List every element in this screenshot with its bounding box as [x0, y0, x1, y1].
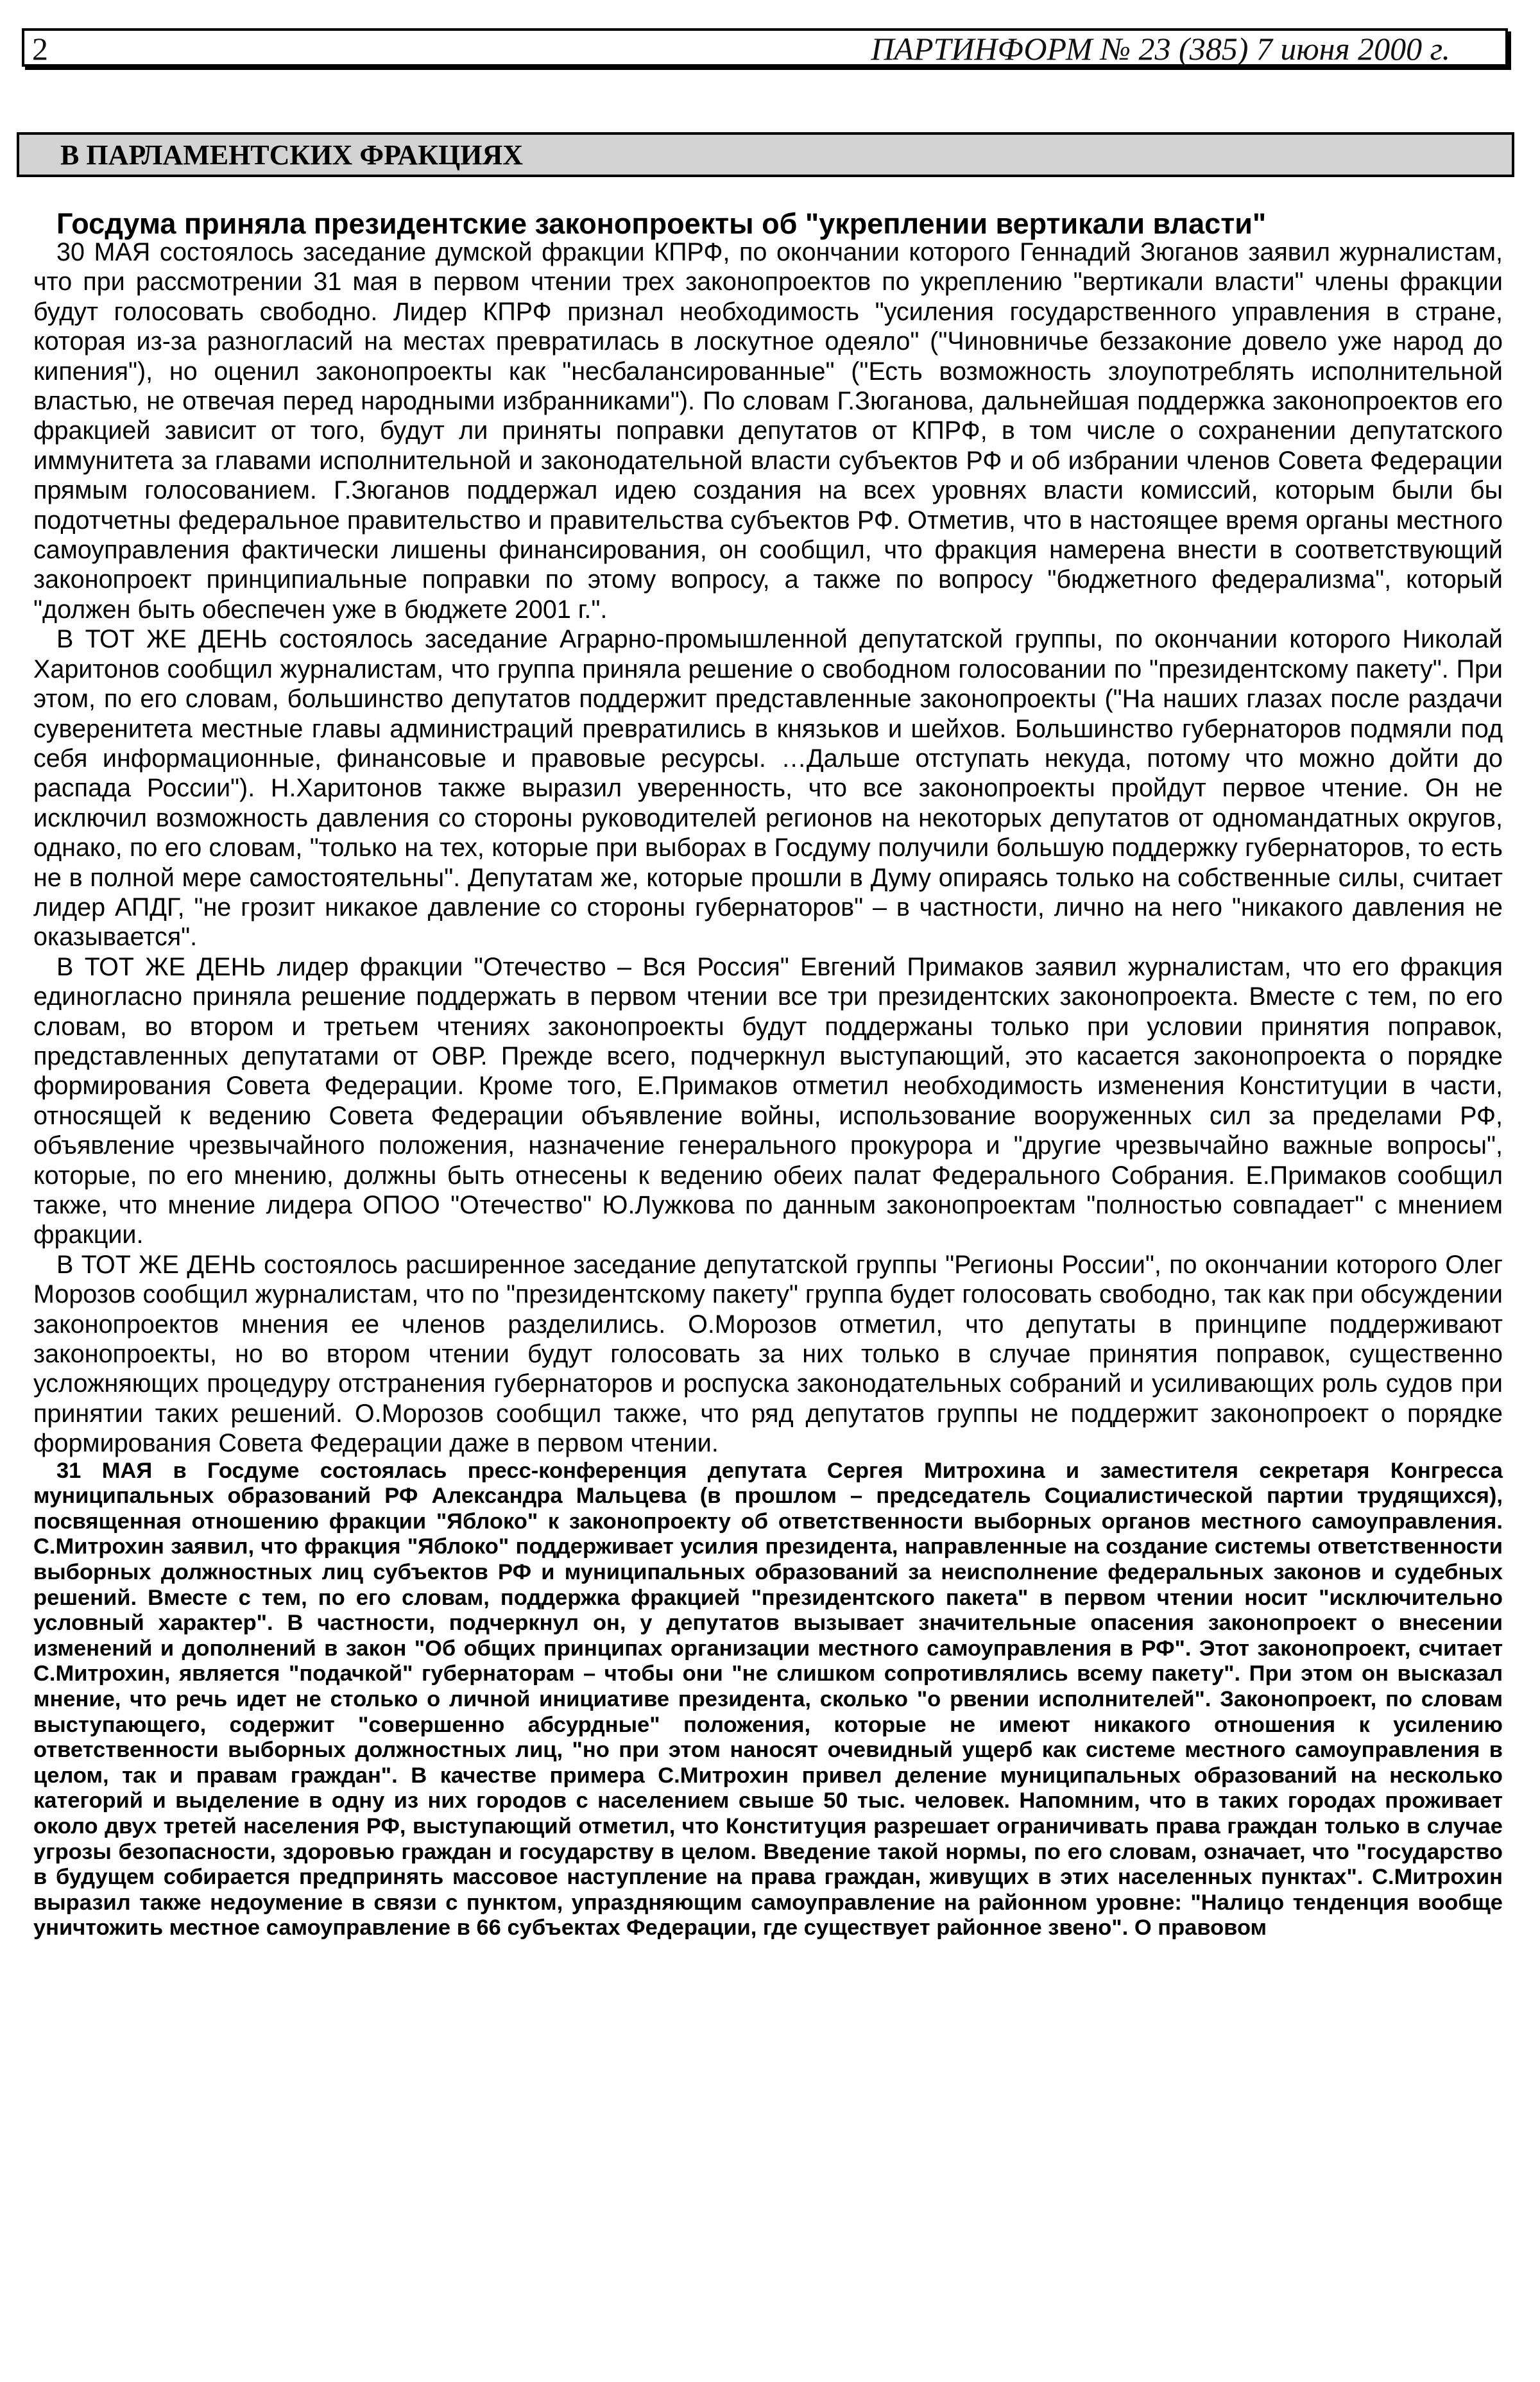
article-headline: Госдума приняла президентские законопроекты об "укреплении вертикали власти" [56, 207, 1267, 240]
paragraph-apdg: В ТОТ ЖЕ ДЕНЬ состоялось заседание Аграрно-промышленной депутатской группы, по окончании которого Николай Харитонов сообщил журналистам, что группа приняла решение о свободном голосовании по "президентскому пакету". При этом, по его словам, большинство депутатов поддержит представленные законопроекты ("На наших глазах после раздачи суверенитета местные главы администраций превратились в князьков и шейхов. Большинство губернаторов подмяли под себя информационные, финансовые и правовые ресурсы. …Дальше отступать некуда, потому что можно дойти до распада России"). Н.Харитонов также выразил уверенность, что все законопроекты пройдут первое чтение. Он не исключил возможность давления со стороны руководителей регионов на некоторых депутатов от одномандатных округов, однако, по его словам, "только на тех, которые при выборах в Госдуму получили большую поддержку губернаторов, то есть не в полной мере самостоятельны". Депутатам же, которые прошли в Думу опираясь только на собственные силы, считает лидер АПДГ, "не грозит никакое давление со стороны губернаторов" – в частности, лично на него "никакого давления не оказывается". [33, 625, 1503, 952]
page-number: 2 [32, 31, 48, 67]
article-body [33, 237, 1503, 1941]
paragraph-regions: В ТОТ ЖЕ ДЕНЬ состоялось расширенное заседание депутатской группы "Регионы России", по окончании которого Олег Морозов сообщил журналистам, что по "президентскому пакету" группа будет голосовать свободно, так как при обсуждении законопроектов мнения ее членов разделились. О.Морозов отметил, что депутаты в принципе поддерживают законопроекты, но во втором чтении будут голосовать за них только в случае принятия поправок, существенно усложняющих процедуру отстранения губернаторов и роспуска законодательных собраний и усиливающих роль судов при принятии таких решений. О.Морозов сообщил также, что ряд депутатов группы не поддержит законопроект о порядке формирования Совета Федерации даже в первом чтении. [33, 1250, 1503, 1458]
publication-title: ПАРТИНФОРМ № 23 (385) 7 июня 2000 г. [871, 31, 1450, 67]
paragraph-ovr: В ТОТ ЖЕ ДЕНЬ лидер фракции "Отечество – Вся Россия" Евгений Примаков заявил журналистам, что его фракция единогласно приняла решение поддержать в первом чтении все три президентских законопроекта. Вместе с тем, по его словам, во втором и третьем чтениях законопроекты будут поддержаны только при условии принятия поправок, представленных депутатами от ОВР. Прежде всего, подчеркнул выступающий, это касается законопроекта о порядке формирования Совета Федерации. Кроме того, Е.Примаков отметил необходимость изменения Конституции в части, относящей к ведению Совета Федерации объявление войны, использование вооруженных сил за пределами РФ, объявление чрезвычайного положения, назначение генерального прокурора и "другие чрезвычайно важные вопросы", которые, по его мнению, должны быть отнесены к ведению обеих палат Федерального Собрания. Е.Примаков сообщил также, что мнение лидера ОПОО "Отечество" Ю.Лужкова по данным законопроектам "полностью совпадает" с мнением фракции. [33, 952, 1503, 1249]
paragraph-kprf: 30 МАЯ состоялось заседание думской фракции КПРФ, по окончании которого Геннадий Зюганов заявил журналистам, что при рассмотрении 31 мая в первом чтении трех законопроектов по укреплению "вертикали власти" члены фракции будут голосовать свободно. Лидер КПРФ признал необходимость "усиления государственного управления в стране, которая из-за разногласий на местах превратилась в лоскутное одеяло" ("Чиновничье беззаконие довело уже народ до кипения"), но оценил законопроекты как "несбалансированные" ("Есть возможность злоупотреблять исполнительной властью, не отвечая перед народными избранниками"). По словам Г.Зюганова, дальнейшая поддержка законопроектов его фракцией зависит от того, будут ли приняты поправки депутатов от КПРФ, в том числе о сохранении депутатского иммунитета за главами исполнительной и законодательной власти субъектов РФ и об избрании членов Совета Федерации прямым голосованием. Г.Зюганов поддержал идею создания на всех уровнях власти комиссий, которым были бы подотчетны федеральное правительство и правительства субъектов РФ. Отметив, что в настоящее время органы местного самоуправления фактически лишены финансирования, он сообщил, что фракция намерена внести в соответствующий законопроект принципиальные поправки по этому вопросу, а также по вопросу "бюджетного федерализма", который "должен быть обеспечен уже в бюджете 2001 г.". [33, 238, 1503, 624]
paragraph-yabloko: 31 МАЯ в Госдуме состоялась пресс-конференция депутата Сергея Митрохина и заместителя секретаря Конгресса муниципальных образований РФ Александра Мальцева (в прошлом – председатель Социалистической партии трудящихся), посвященная отношению фракции "Яблоко" к законопроекту об ответственности выборных органов местного самоуправления. С.Митрохин заявил, что фракция "Яблоко" поддерживает усилия президента, направленные на создание системы ответственности выборных должностных лиц субъектов РФ и муниципальных образований за неисполнение федеральных законов и судебных решений. Вместе с тем, по его словам, поддержка фракцией "президентского пакета" в первом чтении носит "исключительно условный характер". В частности, подчеркнул он, у депутатов вызывает значительные опасения законопроект о внесении изменений и дополнений в закон "Об общих принципах организации местного самоуправления в РФ". Этот законопроект, считает С.Митрохин, является "подачкой" губернаторам – чтобы они "не слишком сопротивлялись всему пакету". При этом он высказал мнение, что речь идет не столько о личной инициативе президента, сколько "о рвении исполнителей". Законопроект, по словам выступающего, содержит "совершенно абсурдные" положения, которые не имеют никакого отношения к усилению ответственности выборных должностных лиц, "но при этом наносят очевидный ущерб как системе местного самоуправления в целом, так и правам граждан". В качестве примера С.Митрохин привел деление муниципальных образований на несколько категорий и выделение в одну из них городов с населением свыше 50 тыс. человек. Напомним, что в таких городах проживает около двух третей населения РФ, выступающий отметил, что Конституция разрешает ограничивать права граждан только в случае угрозы безопасности, здоровью граждан и государству в целом. Введение такой нормы, по его словам, означает, что "государство в будущем собирается предпринять массовое наступление на права граждан, живущих в этих населенных пунктах". С.Митрохин выразил также недоумение в связи с пунктом, упраздняющим самоуправление на районном уровне: "Налицо тенденция вообще уничтожить местное самоуправление в 66 субъектах Федерации, где существует районное звено". О правовом [33, 1458, 1503, 1941]
section-banner [17, 132, 1514, 177]
running-header [22, 28, 1508, 67]
section-title: В ПАРЛАМЕНТСКИХ ФРАКЦИЯХ [60, 139, 524, 171]
